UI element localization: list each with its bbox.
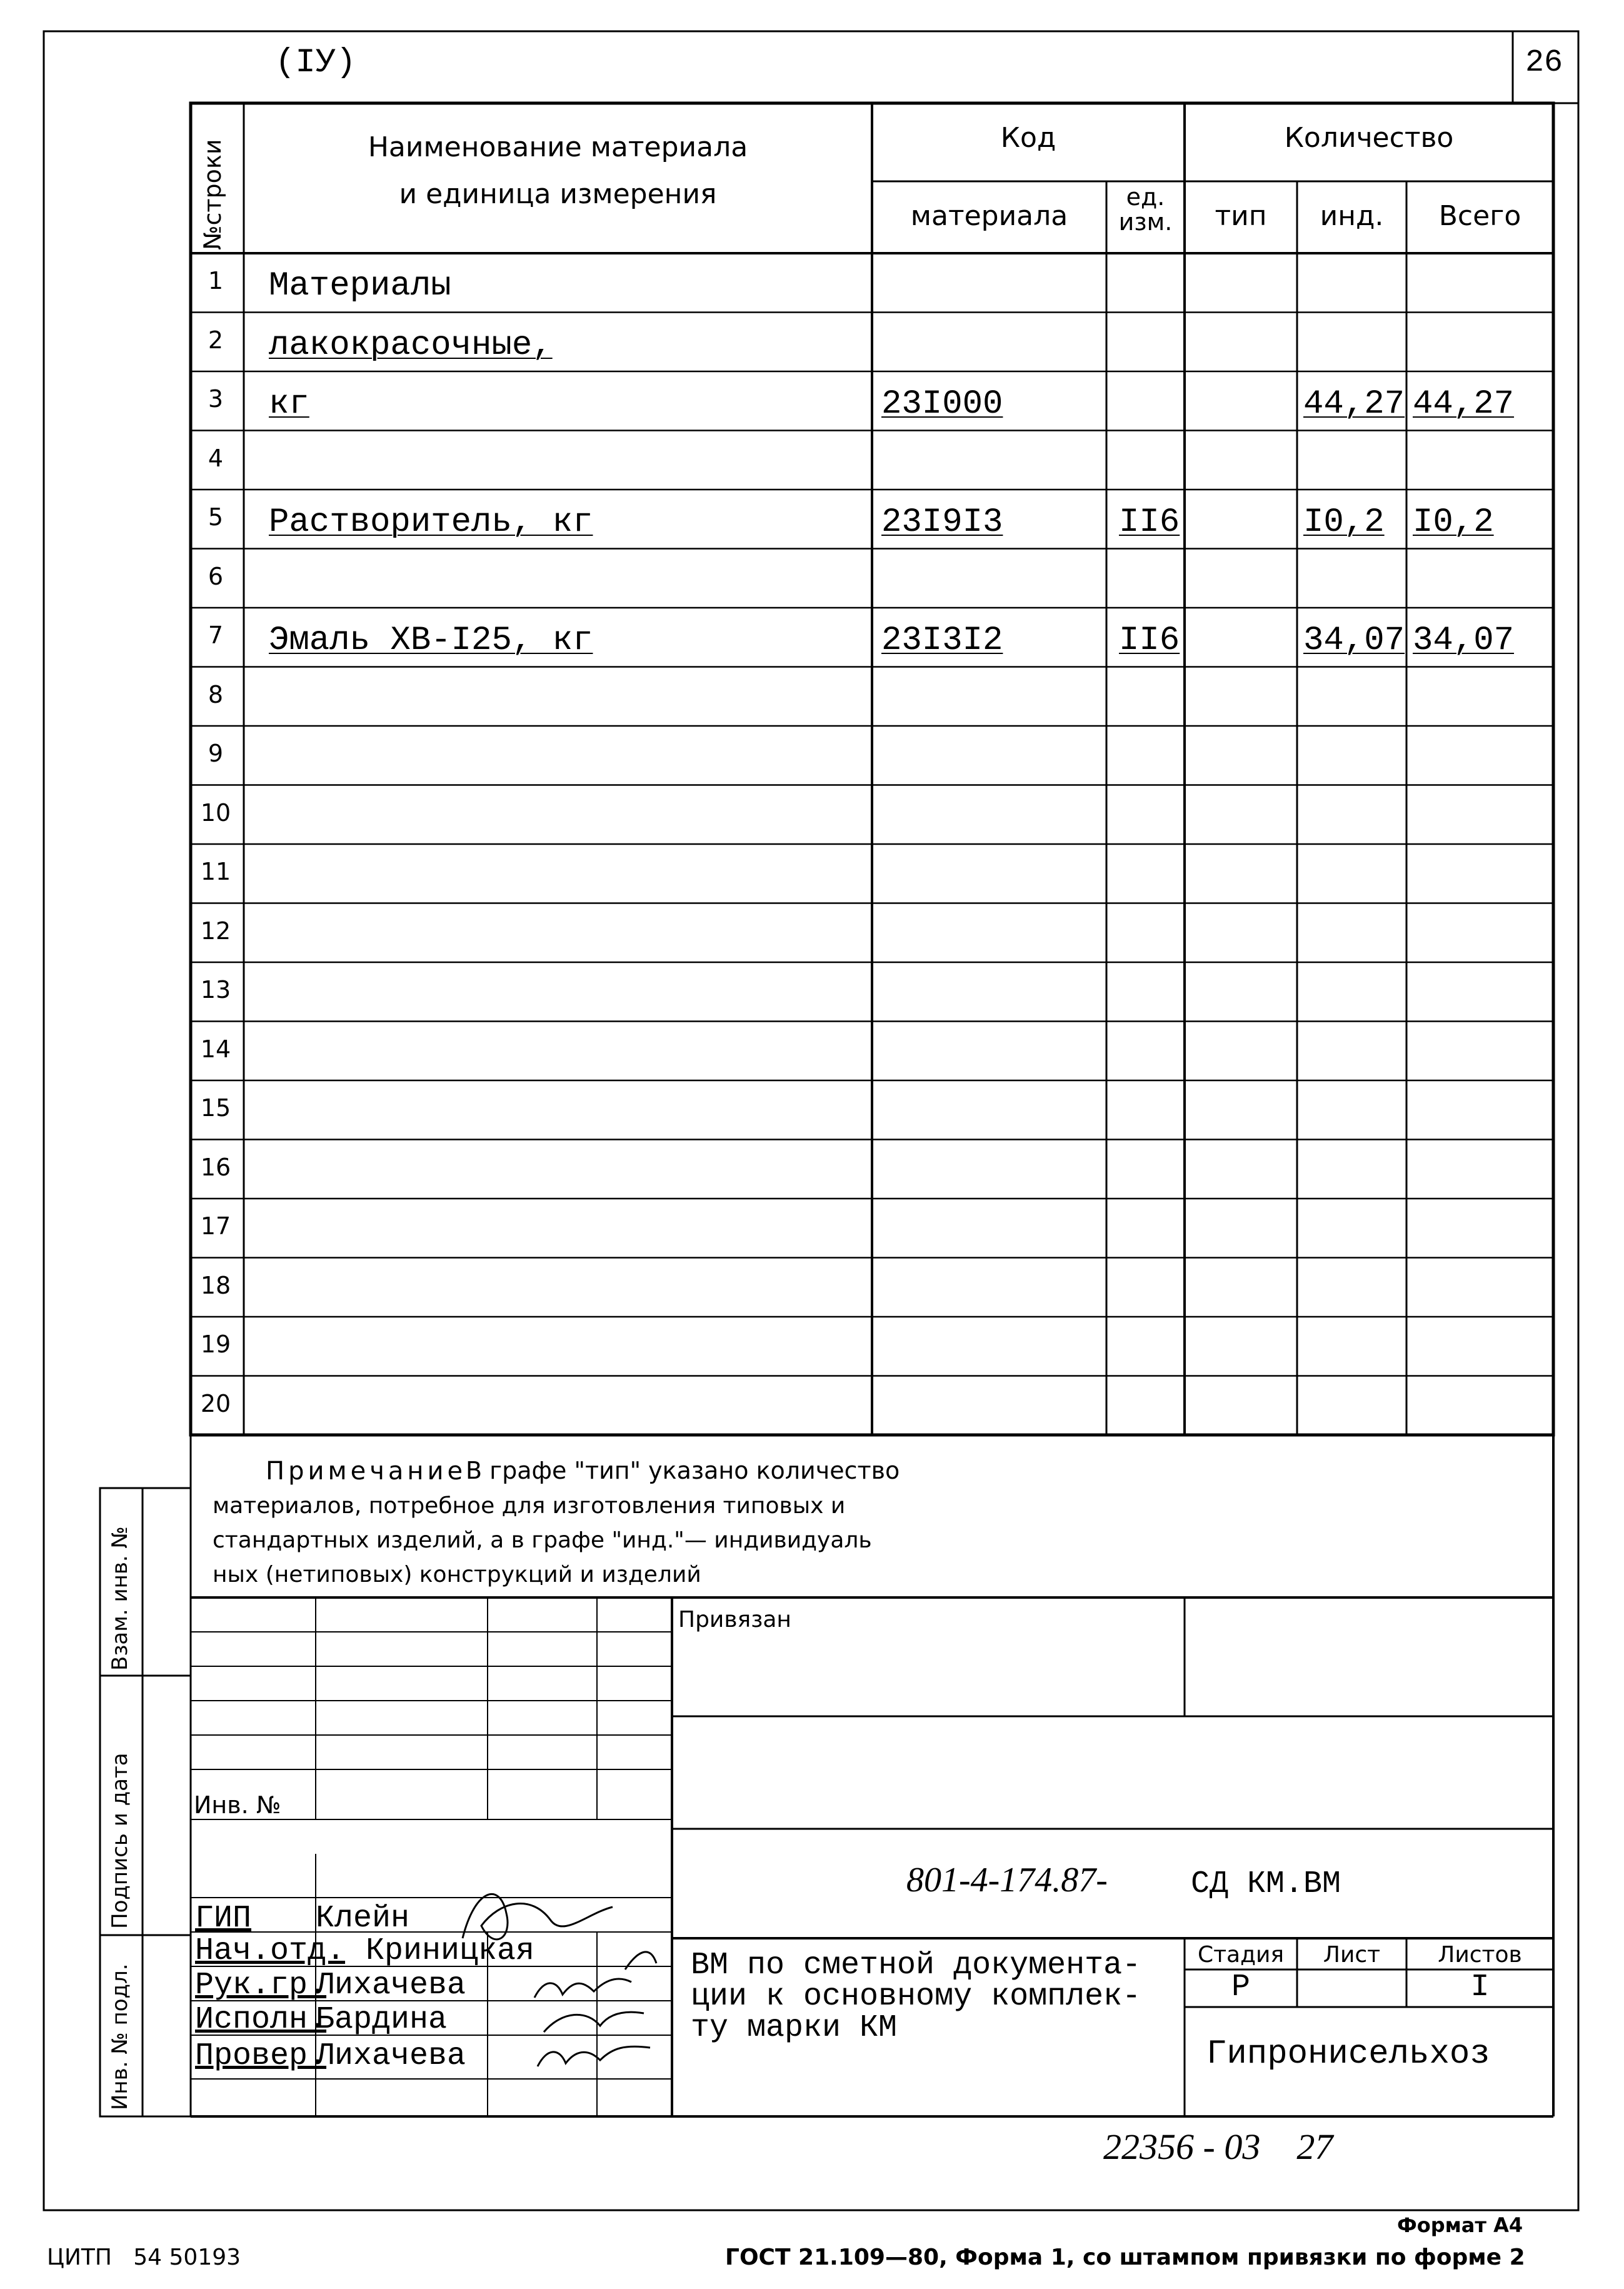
row-number: 7 [208,621,224,649]
material-name: кг [269,385,309,423]
row-number: 6 [208,562,224,590]
row-number: 10 [200,798,231,827]
note-line4: ных (нетиповых) конструкций и изделий [213,1562,701,1587]
signer-role: Нач.отд. [195,1933,346,1969]
page-number: 26 [1525,45,1563,81]
signer-name: Криницкая [366,1933,535,1969]
listov-label: Листов [1438,1942,1522,1968]
material-name: Растворитель, кг [269,503,593,541]
quantity-header: Количество [1284,122,1454,154]
side-label-podpis: Подпись и дата [108,1753,133,1929]
row-number: 5 [208,503,224,531]
handwritten-number: 22356 - 03 27 [1103,2126,1333,2167]
unit-code: II6 [1119,503,1180,541]
quantity-ind: I0,2 [1303,503,1385,541]
row-number: 18 [200,1271,231,1299]
signer-name: Клейн [316,1901,410,1936]
signer-role: Исполн. [195,2002,327,2038]
row-number: 12 [200,917,231,945]
code-unit-header: ед. изм. [1118,183,1173,236]
row-number: 1 [208,267,224,294]
signer-name: Лихачева [316,1968,466,2003]
row-number-header: №строки [199,139,226,250]
row-number: 8 [208,680,224,708]
note-line2: материалов, потребное для изготовления типовых и [213,1493,846,1519]
section-mark: (IУ) [275,44,356,82]
inv-no-label: Инв. № [194,1791,281,1819]
row-number: 20 [200,1389,231,1417]
quantity-ind-header: инд. [1320,200,1384,232]
listov-value: I [1470,1970,1490,2005]
name-header-line1: Наименование материала [368,131,748,163]
side-label-inv-podl: Инв. № подл. [108,1963,133,2110]
side-label-vzam: Взам. инв. № [108,1526,133,1671]
signer-name: Бардина [316,2002,448,2038]
material-name: Материалы [269,267,451,305]
doc-code-handwritten: 801-4-174.87- [906,1861,1108,1899]
signer-role: ГИП [195,1901,252,1936]
signer-role: Рук.гр. [195,1968,327,2003]
quantity-ind: 34,07 [1303,621,1405,660]
row-number: 13 [200,976,231,1004]
material-code: 23I9I3 [881,503,1003,541]
quantity-total-header: Всего [1438,200,1521,232]
left-code: ЦИТП 54 50193 [47,2245,241,2270]
row-number: 19 [200,1331,231,1358]
stadia-label: Стадия [1197,1942,1285,1968]
row-number: 14 [200,1035,231,1063]
note-title: Примечание [266,1457,467,1486]
name-header-line2: и единица измерения [399,178,717,210]
signer-name: Лихачева [316,2038,466,2074]
format-label: Формат А4 [1397,2213,1523,2237]
material-code: 23I000 [881,385,1003,423]
row-number: 3 [208,385,224,413]
code-header: Код [1000,122,1056,154]
note-line3: стандартных изделий, а в графе "инд."— индивидуаль [213,1527,872,1553]
row-number: 2 [208,326,224,354]
list-label: Лист [1323,1942,1381,1968]
row-number: 11 [200,858,231,885]
material-name: лакокрасочные, [269,326,553,365]
row-number: 4 [208,444,224,472]
stadia-value: Р [1231,1970,1250,2005]
quantity-total: 34,07 [1413,621,1515,660]
unit-code: II6 [1119,621,1180,660]
organization: Гипронисельхоз [1206,2035,1490,2073]
doc-code-printed: СД КМ.ВМ [1191,1866,1341,1902]
quantity-total: 44,27 [1413,385,1515,423]
row-number: 15 [200,1094,231,1122]
row-number: 9 [208,740,224,767]
material-name: Эмаль ХВ-I25, кг [269,621,593,660]
description-line1: ВМ по сметной документа- [691,1948,1141,1983]
quantity-type-header: тип [1215,200,1267,232]
quantity-ind: 44,27 [1303,385,1405,423]
description-line2: ции к основному комплек- [691,1979,1141,2015]
gost-label: ГОСТ 21.109—80, Форма 1, со штампом привязки по форме 2 [725,2245,1525,2270]
quantity-total: I0,2 [1413,503,1494,541]
signature-scribbles [463,1894,656,2066]
signer-role: Провер. [195,2038,327,2074]
privyazan-label: Привязан [678,1607,791,1632]
note-line1: В графе "тип" указано количество [466,1457,900,1484]
row-number: 16 [200,1153,231,1181]
row-number: 17 [200,1212,231,1240]
code-material-header: материала [910,200,1068,232]
material-code: 23I3I2 [881,621,1003,660]
description-line3: ту марки КМ [691,2010,898,2046]
